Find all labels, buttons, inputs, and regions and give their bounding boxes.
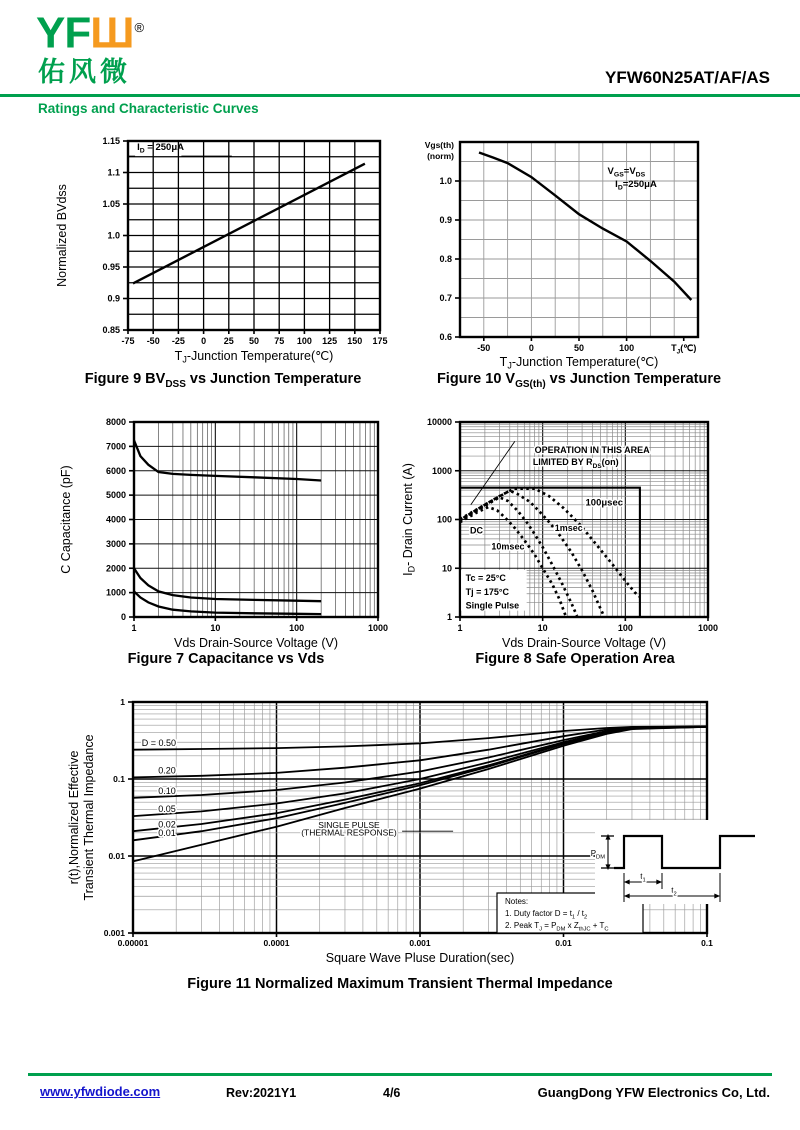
- svg-text:0: 0: [528, 343, 534, 353]
- svg-text:t2: $t_2$: [671, 886, 677, 898]
- svg-text:10000: 10000: [426, 417, 452, 427]
- figure7-chart: [52, 402, 400, 659]
- svg-text:25: 25: [223, 336, 234, 346]
- svg-text:2000: 2000: [105, 563, 126, 574]
- svg-text:8000: 8000: [105, 417, 126, 427]
- svg-text:10: 10: [441, 563, 452, 574]
- svg-text:1.1: 1.1: [107, 167, 120, 178]
- svg-text:1.05: 1.05: [102, 199, 120, 209]
- svg-text:0.1: 0.1: [113, 774, 125, 784]
- revision-label: Rev:2021Y1: [226, 1086, 297, 1100]
- svg-text:125: 125: [322, 336, 338, 346]
- svg-text:1msec: 1msec: [554, 523, 583, 534]
- section-title: Ratings and Characteristic Curves: [38, 101, 259, 116]
- svg-text:PDM: $P_{DM}$: [590, 849, 605, 861]
- vgsth-vs-temperature-plot: [398, 132, 750, 372]
- svg-text:10: 10: [537, 623, 548, 633]
- svg-text:1: 1: [131, 623, 137, 633]
- figure8-chart: [398, 402, 750, 659]
- svg-text:C Capacitance (pF): C Capacitance (pF): [59, 465, 73, 574]
- svg-text:0.0001: 0.0001: [263, 938, 290, 948]
- svg-text:OPERATION IN THIS AREA: OPERATION IN THIS AREA: [534, 445, 650, 456]
- svg-text:100: 100: [296, 336, 312, 346]
- figure8-caption: Figure 8 Safe Operation Area: [475, 651, 675, 667]
- svg-text:SINGLE PULSE: SINGLE PULSE: [318, 820, 380, 831]
- svg-text:0.01: 0.01: [158, 827, 176, 838]
- svg-text:-25: -25: [171, 336, 185, 346]
- svg-text:0: 0: [120, 612, 126, 622]
- svg-text:TJ-Junction Temperature(℃): $T_J$-Junction Temperature(℃): [499, 355, 659, 371]
- svg-text:0.85: 0.85: [102, 325, 120, 335]
- svg-text:0.02: 0.02: [158, 819, 176, 830]
- svg-text:1.15: 1.15: [102, 136, 120, 146]
- capacitance-vs-vds-plot: [52, 402, 400, 654]
- svg-text:4000: 4000: [105, 514, 126, 525]
- svg-text:Tj = 175°C: Tj = 175°C: [465, 586, 510, 597]
- svg-text:-50: -50: [477, 343, 491, 353]
- svg-text:150: 150: [347, 336, 363, 346]
- svg-text:0.7: 0.7: [439, 293, 452, 303]
- figure11-caption: Figure 11 Normalized Maximum Transient Thermal Impedance: [187, 976, 613, 992]
- svg-text:-75: -75: [121, 336, 135, 346]
- svg-text:TJ-Junction Temperature(℃): $T_J$-Junction Temperature(℃): [174, 349, 334, 365]
- safe-operation-area-plot: [398, 402, 750, 654]
- svg-text:0.01: 0.01: [555, 938, 572, 948]
- website-link[interactable]: www.yfwdiode.com: [40, 1084, 161, 1099]
- svg-text:t1: $t_1$: [640, 872, 646, 884]
- page-number: 4/6: [383, 1086, 401, 1100]
- figure9-chart: [50, 132, 398, 377]
- logo-w-glyph: Ш: [90, 8, 134, 58]
- svg-text:0.9: 0.9: [107, 293, 120, 304]
- svg-text:r(t),Normalized Effective: r(t),Normalized Effective: [67, 750, 81, 885]
- figure7-caption: Figure 7 Capacitance vs Vds: [127, 651, 325, 667]
- svg-text:Vds Drain-Source Voltage (V): Vds Drain-Source Voltage (V): [502, 636, 666, 650]
- svg-text:0.8: 0.8: [439, 254, 452, 264]
- svg-text:Single Pulse: Single Pulse: [465, 600, 520, 611]
- figure10-caption: Figure 10 $V_{GS(th)}$ vs Junction Temperature: [436, 371, 722, 390]
- svg-text:DC: DC: [469, 525, 483, 536]
- svg-text:1: 1: [446, 612, 452, 622]
- svg-text:Notes:: Notes:: [505, 897, 529, 906]
- svg-text:0.9: 0.9: [439, 215, 452, 225]
- company-logo: [36, 6, 143, 56]
- series-vgsth-vs-tj: [479, 153, 691, 301]
- svg-text:100: 100: [619, 343, 635, 353]
- svg-text:0.10: 0.10: [158, 785, 176, 796]
- svg-text:0.95: 0.95: [102, 262, 120, 272]
- svg-text:3000: 3000: [105, 538, 126, 549]
- svg-text:0: 0: [201, 336, 207, 346]
- svg-text:50: 50: [248, 336, 260, 346]
- header-divider: [0, 94, 800, 97]
- thermal-impedance-plot: [58, 690, 768, 974]
- svg-text:Tc = 25°C: Tc = 25°C: [465, 572, 506, 583]
- svg-text:1000: 1000: [697, 623, 719, 633]
- svg-text:6000: 6000: [105, 465, 126, 476]
- svg-text:100: 100: [289, 623, 305, 633]
- svg-text:175: 175: [372, 336, 388, 346]
- svg-text:Square Wave Pluse Duration(sec: Square Wave Pluse Duration(sec): [325, 951, 515, 965]
- figure11-chart: [58, 690, 768, 979]
- registered-mark-icon: ®: [134, 20, 144, 35]
- svg-text:1.0: 1.0: [439, 176, 452, 186]
- svg-text:5000: 5000: [105, 490, 126, 501]
- svg-text:0.20: 0.20: [158, 765, 176, 776]
- svg-text:0.6: 0.6: [439, 332, 452, 342]
- company-name: GuangDong YFW Electronics Co, Ltd.: [537, 1085, 770, 1100]
- svg-text:0.00001: 0.00001: [117, 938, 149, 948]
- svg-text:(THERMAL RESPONSE): (THERMAL RESPONSE): [301, 827, 397, 838]
- svg-text:2. Peak TJ = PDM x ZthJC + TC: 2. Peak $T_J = P_{DM}$ x $Z_{thJC} + T_C$: [505, 921, 609, 933]
- svg-text:ID- Drain Current (A): $I_D-$ Drain Current (A): [401, 463, 417, 576]
- logo-yf-text: YF: [36, 8, 91, 58]
- svg-text:100: 100: [436, 514, 452, 525]
- figure9-caption: Figure 9 $BV_{DSS}$ vs Junction Temperature: [84, 371, 362, 390]
- svg-text:Transient Thermal Impedance: Transient Thermal Impedance: [82, 734, 96, 901]
- svg-text:75: 75: [274, 336, 285, 346]
- svg-text:1: 1: [457, 623, 463, 633]
- svg-text:10: 10: [210, 623, 221, 633]
- svg-text:7000: 7000: [105, 441, 126, 452]
- svg-text:1000: 1000: [105, 587, 126, 598]
- svg-text:VGS=VDS: $V_{GS}=V_{DS}$: [607, 165, 646, 179]
- svg-text:ID = 250μA: $I_D = 250\mu A$: [137, 141, 185, 155]
- footer-divider: [28, 1073, 772, 1076]
- svg-text:50: 50: [573, 343, 585, 353]
- part-number: YFW60N25AT/AF/AS: [605, 68, 770, 87]
- svg-text:LIMITED BY RDS(on): LIMITED BY $R_{DS}(on)$: [532, 457, 619, 470]
- svg-text:0.001: 0.001: [409, 938, 431, 948]
- svg-text:0.001: 0.001: [103, 928, 125, 938]
- svg-text:D = 0.50: D = 0.50: [141, 737, 176, 748]
- svg-text:Vds Drain-Source Voltage (V): Vds Drain-Source Voltage (V): [174, 636, 338, 650]
- figure10-chart: [398, 132, 750, 377]
- logo-chinese-name: 佑风微: [38, 57, 131, 87]
- svg-text:1.0: 1.0: [107, 230, 120, 241]
- svg-text:1000: 1000: [367, 623, 389, 633]
- svg-text:10msec: 10msec: [491, 541, 525, 552]
- svg-text:100: 100: [617, 623, 633, 633]
- bvdss-vs-temperature-plot: [50, 132, 398, 372]
- svg-text:TJ(℃): $T_J(℃)$: [671, 343, 697, 356]
- svg-text:ID=250μA: $I_D=250\mu A$: [615, 178, 657, 192]
- svg-text:1: 1: [120, 697, 125, 707]
- svg-text:0.01: 0.01: [108, 851, 125, 861]
- svg-text:1. Duty factor D = t1 / t2: 1. Duty factor $D = t_1 / t_2$: [505, 909, 588, 921]
- svg-text:0.05: 0.05: [158, 804, 176, 815]
- svg-text:1000: 1000: [431, 465, 452, 476]
- svg-text:Vgs(th): Vgs(th): [424, 140, 454, 150]
- svg-text:0.1: 0.1: [701, 938, 713, 948]
- svg-text:100μsec: 100μsec: [585, 497, 624, 509]
- svg-text:-50: -50: [146, 336, 160, 346]
- svg-text:Normalized BVdss: Normalized BVdss: [55, 184, 69, 287]
- svg-text:(norm): (norm): [427, 151, 454, 161]
